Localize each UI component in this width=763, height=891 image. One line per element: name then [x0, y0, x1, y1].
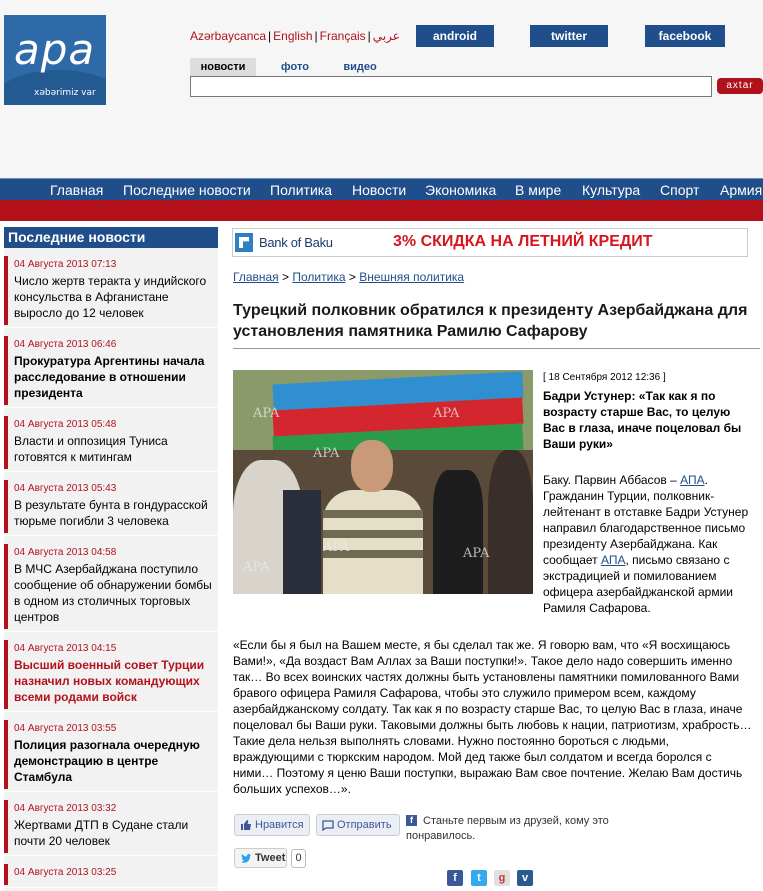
- language-switcher: Azərbaycanca | English | Français | عربي: [190, 29, 400, 43]
- news-separator: [4, 327, 218, 328]
- apa-link[interactable]: АПА: [601, 553, 626, 567]
- news-title[interactable]: Жертвами ДТП в Судане стали почти 20 человек: [14, 818, 189, 848]
- news-title[interactable]: В МЧС Азербайджана поступило сообщение об обнаружении бомбы в одном из столичных торговых центров: [14, 562, 212, 624]
- breadcrumb: Главная > Политика > Внешняя политика: [233, 270, 465, 284]
- news-date: 04 Августа 2013 05:43: [14, 483, 117, 494]
- main-nav: [0, 178, 763, 200]
- list-item[interactable]: [4, 256, 218, 325]
- article-headline: Турецкий полковник обратился к президенту Азербайджана для установления памятника Рамилю Сафарову: [233, 302, 748, 340]
- list-item[interactable]: [4, 480, 218, 533]
- article-dateline: [ 18 Сентября 2012 12:36 ]: [543, 372, 666, 383]
- share-google-icon[interactable]: g: [494, 870, 510, 886]
- twitter-button[interactable]: twitter: [530, 25, 608, 47]
- news-title[interactable]: Власти и оппозиция Туниса готовятся к митингам: [14, 434, 168, 464]
- news-date: 04 Августа 2013 04:58: [14, 547, 117, 558]
- news-title[interactable]: Прокуратура Аргентины начала расследование в отношении президента: [14, 354, 205, 400]
- news-separator: [4, 711, 218, 712]
- tab-video[interactable]: видео: [343, 61, 377, 73]
- news-title[interactable]: Число жертв теракта у индийского консульства в Афганистане выросло до 12 человек: [14, 274, 207, 320]
- news-separator: [4, 407, 218, 408]
- article-lead: Бадри Устунер: «Так как я по возрасту старше Вас, то целую Вас в глаза, иначе поцеловал бы Ваши руки»: [543, 389, 742, 451]
- thumbs-up-icon: [240, 819, 252, 831]
- lang-french[interactable]: Français: [319, 29, 366, 43]
- nav-culture[interactable]: Культура: [582, 182, 641, 198]
- sidebar-title: Последние новости: [4, 227, 218, 248]
- nav-news[interactable]: Новости: [352, 182, 407, 198]
- news-date: 04 Августа 2013 03:32: [14, 803, 117, 814]
- nav-economy[interactable]: Экономика: [425, 182, 497, 198]
- news-date: 04 Августа 2013 03:55: [14, 723, 117, 734]
- red-divider-bar: [0, 200, 763, 221]
- news-date: 04 Августа 2013 05:48: [14, 419, 117, 430]
- nav-home[interactable]: Главная: [50, 182, 104, 198]
- facebook-button[interactable]: facebook: [645, 25, 725, 47]
- lang-arabic[interactable]: عربي: [372, 29, 400, 43]
- tweet-count: 0: [291, 849, 306, 868]
- bank-logo-icon: [235, 233, 253, 252]
- list-item[interactable]: [4, 544, 218, 629]
- nav-sport[interactable]: Спорт: [660, 182, 700, 198]
- android-button[interactable]: android: [416, 25, 494, 47]
- search-button[interactable]: axtar: [717, 78, 763, 94]
- facebook-icon: f: [406, 815, 417, 826]
- nav-world[interactable]: В мире: [515, 182, 562, 198]
- news-date: 04 Августа 2013 06:46: [14, 339, 117, 350]
- photo-watermark: APA: [253, 406, 280, 421]
- breadcrumb-home[interactable]: Главная: [233, 270, 279, 284]
- nav-politics[interactable]: Политика: [270, 182, 332, 198]
- tweet-button[interactable]: Tweet: [234, 848, 287, 868]
- lang-azerbaijani[interactable]: Azərbaycanca: [190, 29, 267, 43]
- send-button[interactable]: Отправить: [316, 814, 400, 836]
- tab-photo[interactable]: фото: [281, 61, 309, 73]
- share-twitter-icon[interactable]: t: [471, 870, 487, 886]
- list-item[interactable]: [4, 416, 218, 469]
- breadcrumb-foreign-policy[interactable]: Внешняя политика: [359, 270, 465, 284]
- like-button[interactable]: Нравится: [234, 814, 310, 836]
- news-date: 04 Августа 2013 03:25: [14, 867, 117, 878]
- article-paragraph-2: «Если бы я был на Вашем месте, я бы сделал так же. Я говорю вам, что «Я восхищаюсь Вами!», «Да воздаст Вам Аллах за Ваши поступки!». Такое дело надо совершить именно так… Во всех воинских частях должны быть установлены памятники помилованного Вами бравого офицера Рамиля Сафарова, чтобы это служило примером всем, каждому азербайджанскому солдату. Так как я по возрасту старше Вас, то целую Вас в глаза, иначе поцеловал бы Ваши руки. Таковыми должны быть любовь к нации, патриотизм, храбрость… Такие дела нельзя выполнять словами. Нужно постоянно бороться с людьми, враждующими с тюркским народом. Мой дед также был солдатом и всегда боролся с ними… Поэтому я ценю Ваши поступки, выражаю Вам свое почтение. Желаю Вам достичь больших успехов…».: [233, 638, 752, 796]
- apa-logo[interactable]: [4, 15, 106, 105]
- bank-name: Bank of Baku: [259, 235, 333, 250]
- search-input[interactable]: [190, 76, 712, 97]
- list-item[interactable]: [4, 720, 218, 789]
- logo-word: apa: [14, 25, 96, 74]
- share-facebook-icon[interactable]: f: [447, 870, 463, 886]
- article-photo[interactable]: APA APA APA APA APA APA: [233, 370, 533, 594]
- list-item[interactable]: [4, 800, 218, 853]
- nav-latest-news[interactable]: Последние новости: [123, 182, 251, 198]
- list-item[interactable]: [4, 336, 218, 405]
- site-header: [0, 0, 763, 178]
- news-separator: [4, 471, 218, 472]
- news-title[interactable]: Высший военный совет Турции назначил новых командующих всеми родами войск: [14, 658, 205, 704]
- tab-news[interactable]: новости: [190, 58, 256, 76]
- article-paragraph-1: Баку. Парвин Аббасов – АПА. Гражданин Турции, полковник-лейтенант в отставке Бадри Устунер направил благодарственное письмо президенту Азербайджана. Как сообщает АПА, письмо связано с экстрадицией и помилованием офицера азербайджанской армии Рамиля Сафарова.: [543, 473, 749, 615]
- ad-banner[interactable]: [232, 228, 748, 257]
- send-icon: [322, 819, 334, 831]
- nav-army[interactable]: Армия: [720, 182, 763, 198]
- list-item[interactable]: [4, 864, 218, 885]
- facebook-like-text: Станьте первым из друзей, кому это понравилось.: [406, 815, 609, 842]
- apa-link[interactable]: АПА: [680, 473, 705, 487]
- news-separator: [4, 631, 218, 632]
- headline-rule: [233, 348, 760, 349]
- news-list: [4, 256, 218, 888]
- list-item[interactable]: [4, 640, 218, 709]
- news-date: 04 Августа 2013 04:15: [14, 643, 117, 654]
- news-separator: [4, 887, 218, 888]
- latest-news-sidebar: [4, 227, 218, 891]
- share-vk-icon[interactable]: v: [517, 870, 533, 886]
- news-separator: [4, 535, 218, 536]
- news-separator: [4, 791, 218, 792]
- promo-text: 3% СКИДКА НА ЛЕТНИЙ КРЕДИТ: [393, 233, 653, 250]
- news-separator: [4, 855, 218, 856]
- lang-english[interactable]: English: [273, 29, 313, 43]
- logo-tagline: xəbərimiz var: [34, 88, 96, 98]
- news-title[interactable]: В результате бунта в гондурасской тюрьме погибли 3 человека: [14, 498, 208, 528]
- news-title[interactable]: Полиция разогнала очередную демонстрацию в центре Стамбула: [14, 738, 200, 784]
- news-date: 04 Августа 2013 07:13: [14, 259, 117, 270]
- twitter-bird-icon: [240, 853, 252, 865]
- breadcrumb-politics[interactable]: Политика: [292, 270, 346, 284]
